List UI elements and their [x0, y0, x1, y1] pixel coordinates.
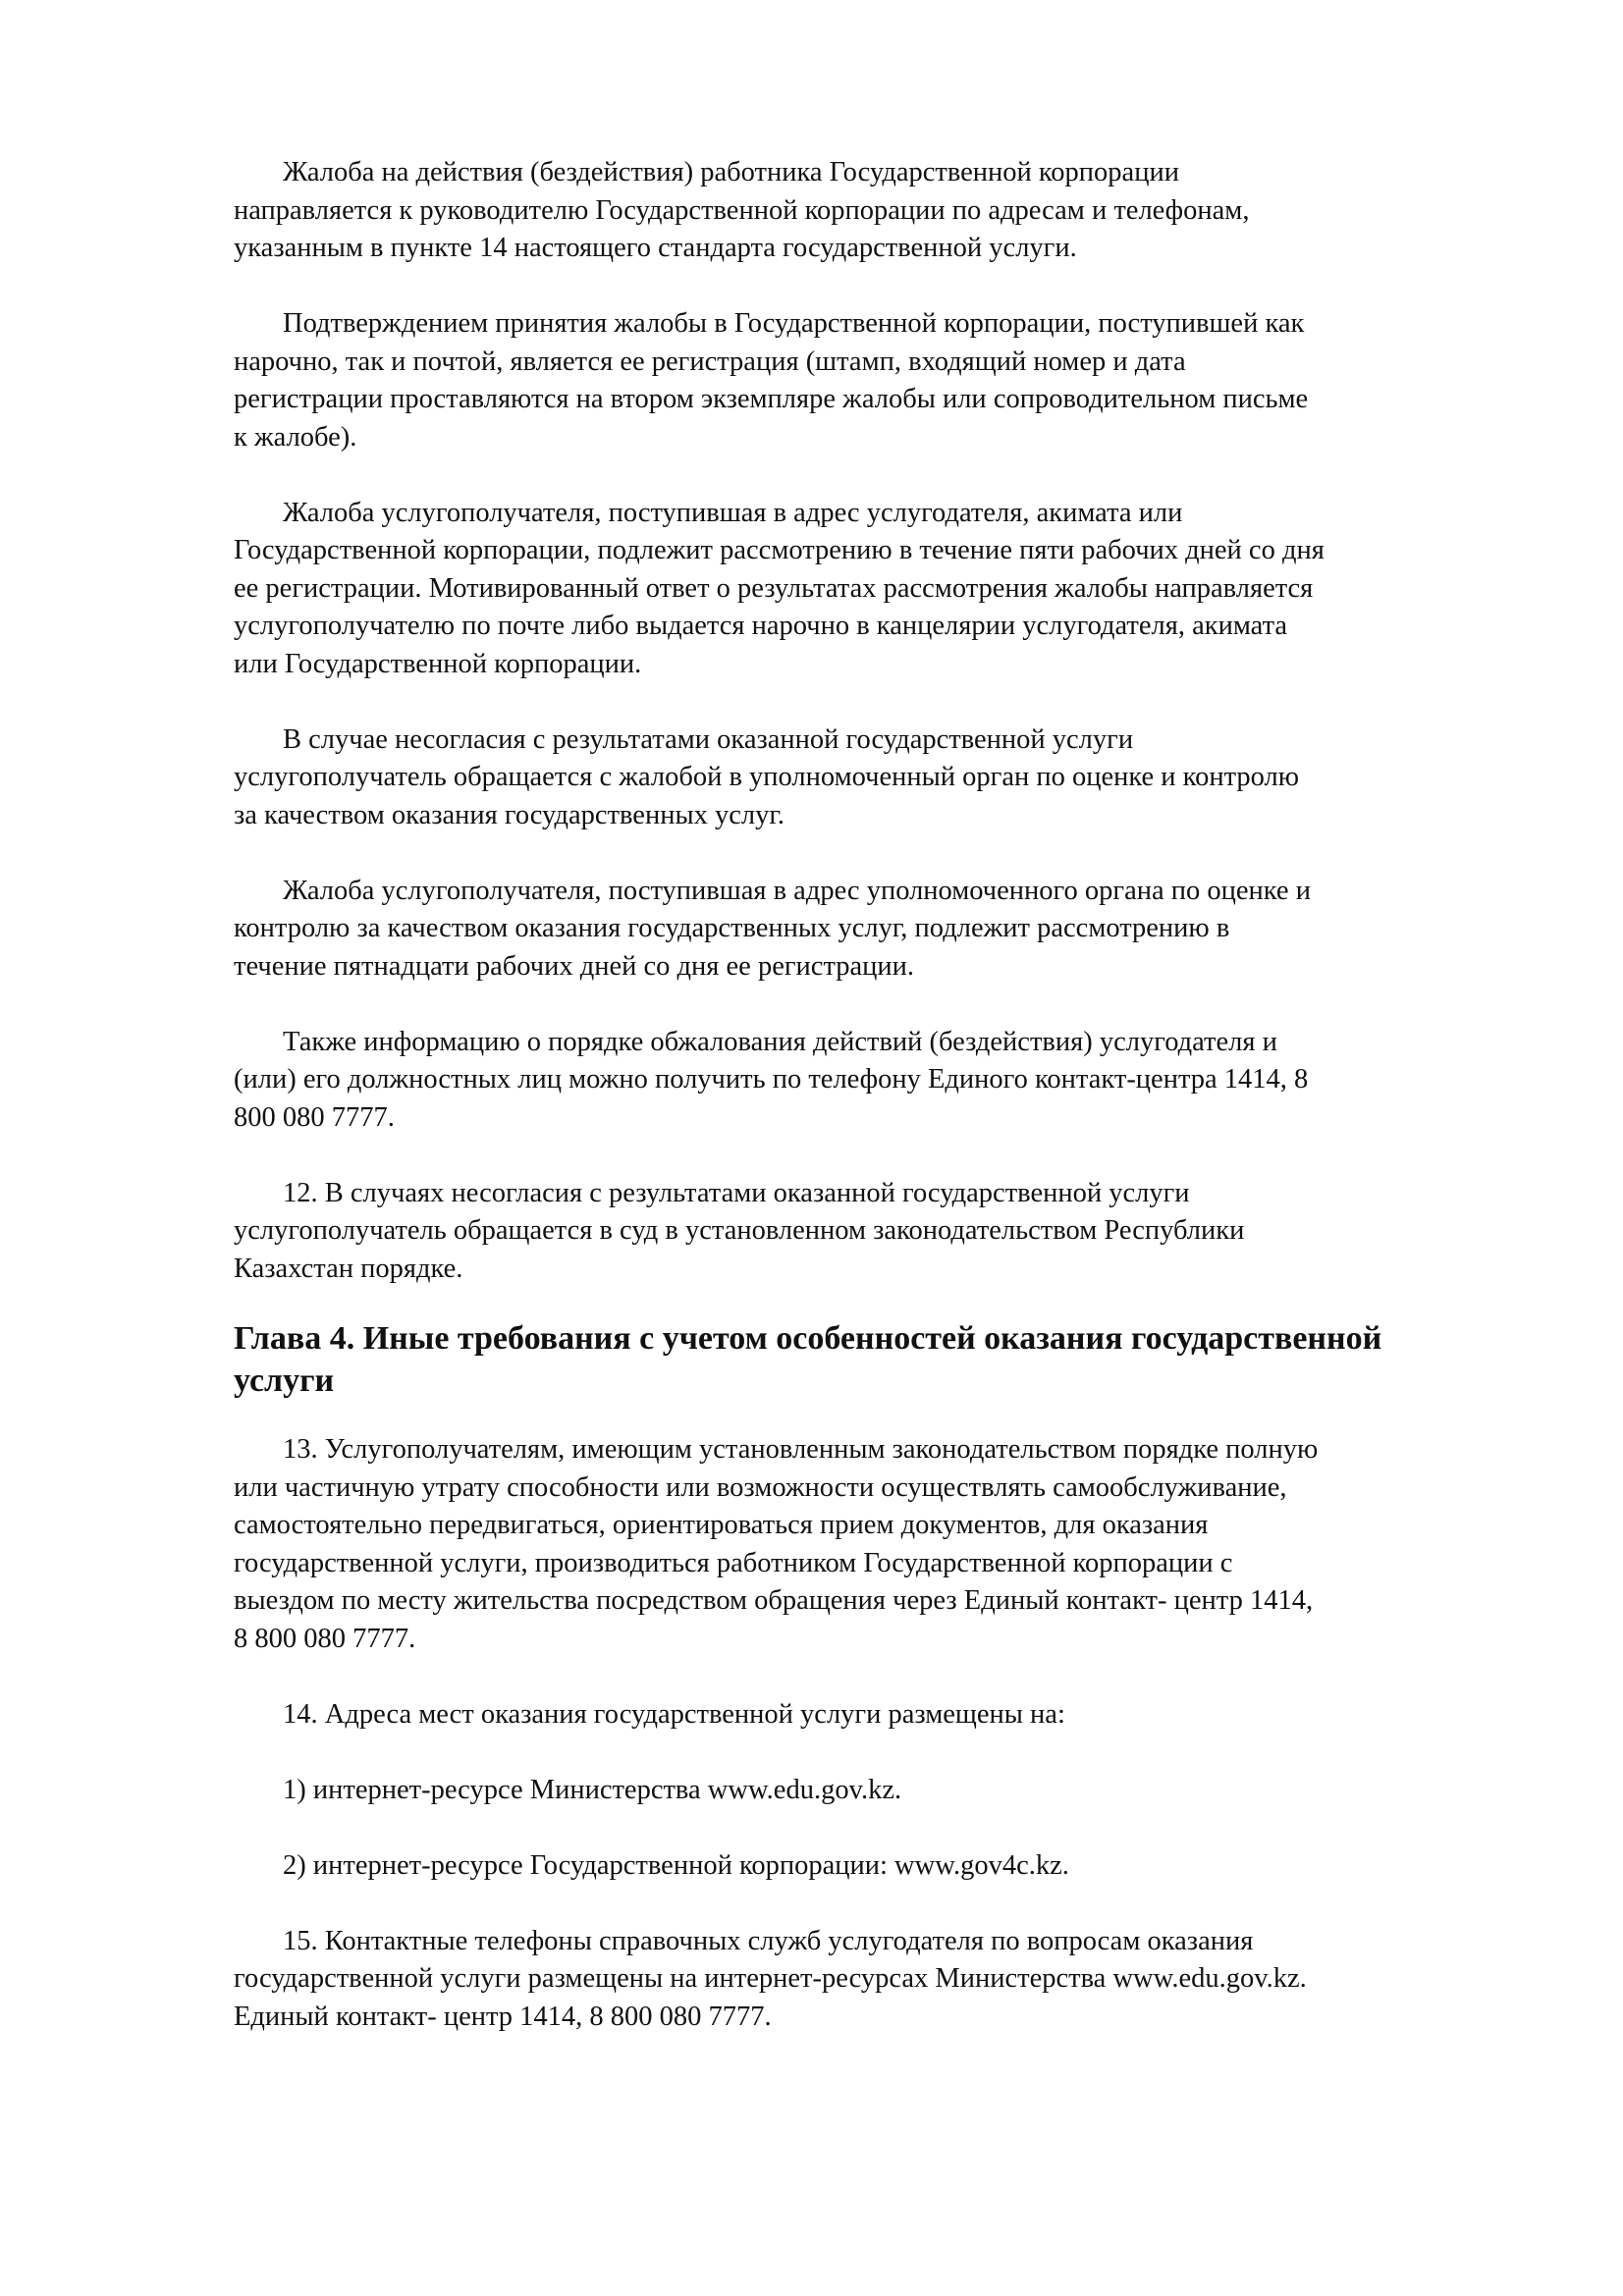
document-page [234, 154, 1535, 2036]
text-line: указанным в пункте 14 настоящего стандарта государственной услуги. [234, 233, 1077, 263]
text-line: 15. Контактные телефоны справочных служб услугодателя по вопросам оказания [283, 1925, 1254, 1956]
text-line: нарочно, так и почтой, является ее регистрация (штамп, входящий номер и дата [234, 346, 1186, 377]
paragraph-disagreement-authority [234, 721, 1535, 835]
text-line: за качеством оказания государственных услуг. [234, 799, 784, 830]
paragraph-item-12 [234, 1175, 1535, 1289]
paragraph-complaint-registration [234, 305, 1535, 456]
text-line: услугополучателю по почте либо выдается нарочно в канцелярии услугодателя, акимата [234, 611, 1288, 641]
paragraph-contact-center-info [234, 1024, 1535, 1138]
text-line: 8 800 080 7777. [234, 1623, 416, 1654]
paragraph-spacer [234, 1137, 1535, 1175]
text-line: услугополучатель обращается с жалобой в уполномоченный орган по оценке и контролю [234, 762, 1300, 792]
text-line: Жалоба услугополучателя, поступившая в адрес уполномоченного органа по оценке и [283, 875, 1311, 906]
paragraph-spacer [234, 986, 1535, 1024]
text-line: Жалоба услугополучателя, поступившая в адрес услугодателя, акимата или [283, 497, 1183, 528]
paragraph-complaint-to-head [234, 154, 1535, 268]
paragraph-spacer [234, 834, 1535, 873]
text-line: самостоятельно передвигаться, ориентироваться прием документов, для оказания [234, 1510, 1209, 1540]
paragraph-item-15 [234, 1923, 1535, 2037]
text-line: 13. Услугополучателям, имеющим установленным законодательством порядке полную [283, 1434, 1319, 1465]
text-line: контролю за качеством оказания государственных услуг, подлежит рассмотрению в [234, 913, 1230, 943]
text-line: к жалобе). [234, 421, 357, 453]
text-line: Жалоба на действия (бездействия) работника Государственной корпорации [283, 157, 1179, 187]
paragraph-item-14 [234, 1696, 1535, 1735]
text-line: Государственной корпорации, подлежит рассмотрению в течение пяти рабочих дней со дня [234, 535, 1325, 565]
paragraph-spacer [234, 268, 1535, 306]
text-line: или частичную утрату способности или возможности осуществлять самообслуживание, [234, 1471, 1287, 1503]
paragraph-spacer [234, 1885, 1535, 1923]
text-line: регистрации проставляются на втором экземпляре жалобы или сопроводительном письме [234, 384, 1309, 414]
paragraph-item-13 [234, 1431, 1535, 1658]
paragraph-spacer [234, 683, 1535, 721]
text-line: государственной услуги, производиться работником Государственной корпорации с [234, 1547, 1233, 1578]
text-line: В случае несогласия с результатами оказанной государственной услуги [283, 723, 1134, 755]
text-line: государственной услуги размещены на интернет-ресурсах Министерства www.edu.gov.kz. [234, 1963, 1307, 1994]
paragraph-item-14-1 [234, 1772, 1535, 1810]
text-line: ее регистрации. Мотивированный ответ о результатах рассмотрения жалобы направляется [234, 572, 1314, 604]
paragraph-spacer [234, 1288, 1535, 1317]
text-line: 14. Адреса мест оказания государственной услуги размещены на: [283, 1698, 1065, 1730]
heading-line: услуги [234, 1362, 335, 1399]
paragraph-spacer [234, 1658, 1535, 1696]
text-line: услугополучатель обращается в суд в установленном законодательством Республики [234, 1215, 1245, 1246]
paragraph-spacer [234, 1734, 1535, 1772]
paragraph-item-14-2 [234, 1847, 1535, 1886]
paragraph-spacer [234, 1402, 1535, 1431]
paragraph-spacer [234, 1809, 1535, 1847]
heading-line: Глава 4. Иные требования с учетом особенностей оказания государственной [234, 1320, 1382, 1357]
text-line: 12. В случаях несогласия с результатами оказанной государственной услуги [283, 1177, 1190, 1208]
text-line: направляется к руководителю Государственной корпорации по адресам и телефонам, [234, 194, 1250, 226]
paragraph-authority-review-term [234, 873, 1535, 987]
text-line: Также информацию о порядке обжалования действий (бездействия) услугодателя и [283, 1026, 1277, 1057]
paragraph-complaint-review-term [234, 495, 1535, 684]
text-line: Казахстан порядке. [234, 1253, 463, 1284]
text-line: или Государственной корпорации. [234, 648, 642, 679]
text-line: выездом по месту жительства посредством обращения через Единый контакт- центр 1414, [234, 1585, 1314, 1616]
text-line: течение пятнадцати рабочих дней со дня ее регистрации. [234, 950, 915, 982]
chapter-heading [234, 1317, 1535, 1402]
text-line: (или) его должностных лиц можно получить по телефону Единого контакт-центра 1414, 8 [234, 1064, 1309, 1095]
text-line: Единый контакт- центр 1414, 8 800 080 7777. [234, 2001, 772, 2032]
text-line: 2) интернет-ресурсе Государственной корпорации: www.gov4c.kz. [283, 1849, 1069, 1881]
text-line: Подтверждением принятия жалобы в Государственной корпорации, поступившей как [283, 308, 1305, 339]
text-line: 1) интернет-ресурсе Министерства www.edu.gov.kz. [283, 1774, 902, 1805]
text-line: 800 080 7777. [234, 1101, 395, 1133]
paragraph-spacer [234, 456, 1535, 495]
